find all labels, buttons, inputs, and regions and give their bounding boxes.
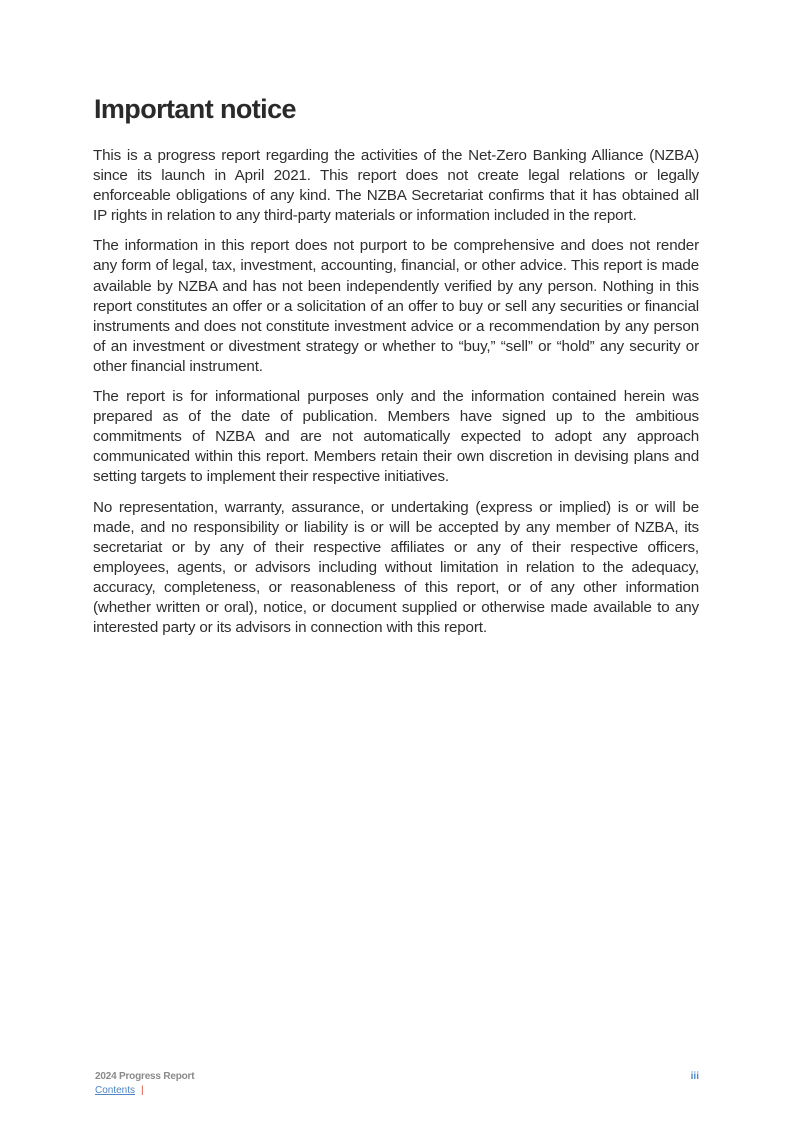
page-title: Important notice (94, 94, 296, 124)
footer-report-name: 2024 Progress Report (95, 1071, 195, 1082)
notice-paragraph-2: The information in this report does not purport to be comprehensive and does not render any form of legal, tax, investment, accounting, financial, or other advice. This report is made available by NZBA and has not been independently verified by any person. Nothing in this report constitutes an offer or a solicitation of an offer to buy or sell any securities or financial instruments and does not constitute investment advice or a recommendation by any person of an investment or divestment strategy or whether to “buy,” “sell” or “hold” any security or other financial instrument. (93, 237, 699, 375)
notice-paragraph-1: This is a progress report regarding the activities of the Net-Zero Banking Alliance (NZBA) since its launch in April 2021. This report does not create legal relations or legally enforceable obligations of any kind. The NZBA Secretariat confirms that it has obtained all IP rights in relation to any third-party materials or information included in the report. (93, 147, 699, 225)
footer-separator: | (141, 1085, 144, 1096)
contents-link[interactable]: Contents (95, 1085, 136, 1096)
notice-body (93, 146, 699, 648)
page-number: iii (690, 1071, 699, 1082)
notice-paragraph-4: No representation, warranty, assurance, or undertaking (express or implied) is or will be made, and no responsibility or liability is or will be accepted by any member of NZBA, its secretariat or by any of their respective affiliates or any of their respective officers, employees, agents, or advisors including without limitation in relation to the adequacy, accuracy, completeness, or reasonableness of this report, or of any other information (whether written or oral), notice, or document supplied or otherwise made available to any interested party or its advisors in connection with this report. (93, 498, 699, 637)
notice-paragraph-3: The report is for informational purposes only and the information contained herein was prepared as of the date of publication. Members have signed up to the ambitious commitments of NZBA and are not automatically expected to adopt any approach communicated within this report. Members retain their own discretion in devising plans and setting targets to implement their respective initiatives. (93, 388, 699, 486)
page-footer (95, 1071, 699, 1101)
